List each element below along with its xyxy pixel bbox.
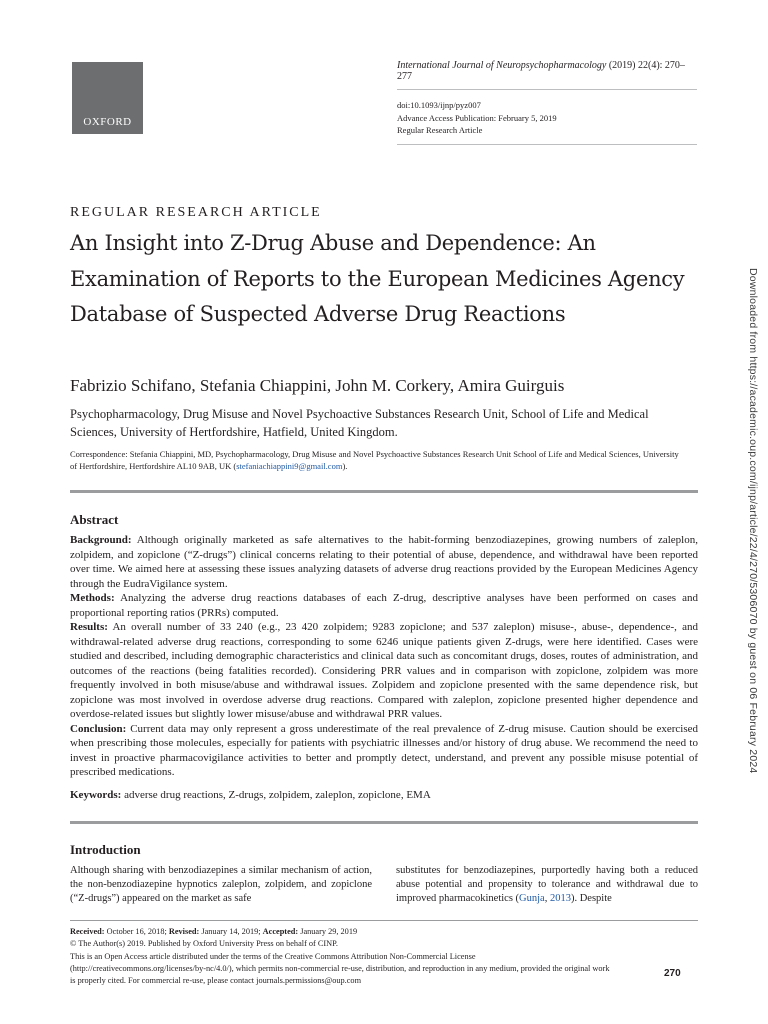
copyright: © The Author(s) 2019. Published by Oxford University Press on behalf of CINP. bbox=[70, 939, 338, 949]
intro-right-end: ). Despite bbox=[570, 893, 612, 904]
intro-right-text: substitutes for benzodiazepines, purportedly having both a reduced abuse potential and propensity to tolerance and withdrawal due to improved pharmacokinetics ( bbox=[396, 865, 698, 904]
dates-line bbox=[70, 926, 610, 938]
authors: Fabrizio Schifano, Stefania Chiappini, John M. Corkery, Amira Guirguis bbox=[70, 376, 565, 395]
introduction-heading: Introduction bbox=[70, 842, 141, 857]
abstract-heading: Abstract bbox=[70, 512, 119, 527]
abstract-top-divider bbox=[70, 490, 698, 493]
reference-link-gunja[interactable]: Gunja bbox=[519, 893, 545, 904]
keywords-label: Keywords: bbox=[70, 789, 122, 801]
journal-name: International Journal of Neuropsychopharmacology bbox=[397, 60, 607, 71]
accepted-label: Accepted: bbox=[262, 927, 299, 936]
journal-volume: (2019) 22(4): 270–277 bbox=[397, 60, 685, 82]
introduction-right-column bbox=[396, 864, 698, 906]
journal-header bbox=[397, 60, 697, 145]
received-date: October 16, 2018; bbox=[104, 927, 169, 936]
page-number: 270 bbox=[664, 968, 681, 979]
correspondence-email-link[interactable]: stefaniachiappini9@gmail.com bbox=[236, 461, 343, 471]
footnotes bbox=[70, 926, 610, 987]
journal-citation bbox=[397, 60, 697, 82]
advance-access-date: Advance Access Publication: February 5, 2019 bbox=[397, 112, 557, 123]
oxford-logo bbox=[72, 62, 143, 134]
accepted-date: January 29, 2019 bbox=[298, 927, 358, 936]
conclusion-label: Conclusion: bbox=[70, 722, 127, 735]
results-label: Results: bbox=[70, 621, 108, 633]
background-text: Although originally marketed as safe alternatives to the habit-forming benzodiazepines, growing numbers of zaleplon, zolpidem, and zopiclone (“Z-drugs”) clinical concerns relating to their potential of abuse, dependence, and withdrawal have been reported over time. We aimed here at assessing these issues analyzing datasets of adverse drug reactions provided by the European Medicines Agency through the EudraVigilance system. bbox=[70, 534, 698, 590]
revised-date: January 14, 2019; bbox=[199, 927, 263, 936]
oxford-logo-text: OXFORD bbox=[83, 116, 132, 128]
revised-label: Revised: bbox=[168, 927, 200, 936]
affiliation: Psychopharmacology, Drug Misuse and Novel Psychoactive Substances Research Unit, School of Life and Medical Sciences, University of Hertfordshire, Hatfield, United Kingdom. bbox=[70, 407, 649, 439]
license-text: This is an Open Access article distributed under the terms of the Creative Commons Attribution Non-Commercial License (http://creativecommons.org/licenses/by-nc/4.0/), which permits non-commercial re-use, distribution, and reproduction in any medium, provided the original work is properly cited. For commercial re-use, please contact journals.permissions@oup.com bbox=[70, 951, 610, 986]
received-label: Received: bbox=[70, 927, 105, 936]
article-type: Regular Research Article bbox=[397, 125, 483, 135]
download-watermark: Downloaded from https://academic.oup.com/ijnp/article/22/4/270/5306070 by guest on 06 February 2024 bbox=[747, 268, 759, 774]
reference-link-2013[interactable]: 2013 bbox=[549, 893, 571, 904]
keywords bbox=[70, 789, 431, 801]
abstract-body bbox=[70, 533, 698, 780]
conclusion-text: Current data may only represent a gross underestimate of the real prevalence of Z-drug misuse. Caution should be exercised when prescribing those molecules, especially for patients with psychiatric illnesses and/or history of drug abuse. We recommend the need to invest in proactive pharmacovigilance activities to better and promptly detect, understand, and prevent any possible misuse potential of prescribed medications. bbox=[70, 722, 698, 778]
correspondence bbox=[70, 448, 680, 472]
doi[interactable]: doi:10.1093/ijnp/pyz007 bbox=[397, 100, 481, 110]
section-label: REGULAR RESEARCH ARTICLE bbox=[70, 205, 322, 220]
correspondence-end: ). bbox=[342, 461, 348, 471]
journal-divider bbox=[397, 89, 697, 90]
results-text: An overall number of 33 240 (e.g., 23 420 zolpidem; 9283 zopiclone; and 537 zaleplon) misuse-, abuse-, dependence-, and withdrawal-related adverse drug reactions, corresponding to some 6246 unique patients given Z-drugs, were here identified. Cases were studied and described, including demographic characteristics and clinical data such as concomitant drugs, doses, routes of administration, and outcomes of the reactions (being fatalities recorded). Considering PRR values and in comparison with zopiclone, zolpidem was more frequently involved in both misuse/abuse and withdrawal issues. Zolpidem and zopiclone presented with the same dependence risk, but zopiclone was most involved in overdose adverse drug reactions. Compared with zaleplon, zopiclone presented higher dependence and overdose-related issues but slightly lower misuse/abuse and withdrawal PRR values. bbox=[70, 621, 698, 720]
methods-text: Analyzing the adverse drug reactions databases of each Z-drug, descriptive analyses have been performed on cases and proportional reporting ratios (PRRs) computed. bbox=[70, 592, 698, 619]
reference-separator: , bbox=[544, 893, 550, 904]
background-label: Background: bbox=[70, 534, 132, 546]
methods-label: Methods: bbox=[70, 592, 115, 604]
article-title: An Insight into Z-Drug Abuse and Dependence: An Examination of Reports to the European Medicines Agency Database of Suspected Adverse Drug Reactions bbox=[70, 231, 685, 326]
abstract-bottom-divider bbox=[70, 821, 698, 824]
introduction-left-column: Although sharing with benzodiazepines a similar mechanism of action, the non-benzodiazepine hypnotics zaleplon, zolpidem, and zopiclone (“Z-drugs”) appeared on the market as safe bbox=[70, 865, 372, 904]
journal-bottom-divider bbox=[397, 144, 697, 145]
correspondence-text: Correspondence: Stefania Chiappini, MD, Psychopharmacology, Drug Misuse and Novel Psychoactive Substances Research Unit School of Life and Medical Sciences, University of Hertfordshire, Hertfordshire AL10 9AB, UK ( bbox=[70, 449, 679, 471]
keywords-list: adverse drug reactions, Z-drugs, zolpidem, zaleplon, zopiclone, EMA bbox=[121, 789, 431, 801]
footnote-divider bbox=[70, 920, 698, 921]
